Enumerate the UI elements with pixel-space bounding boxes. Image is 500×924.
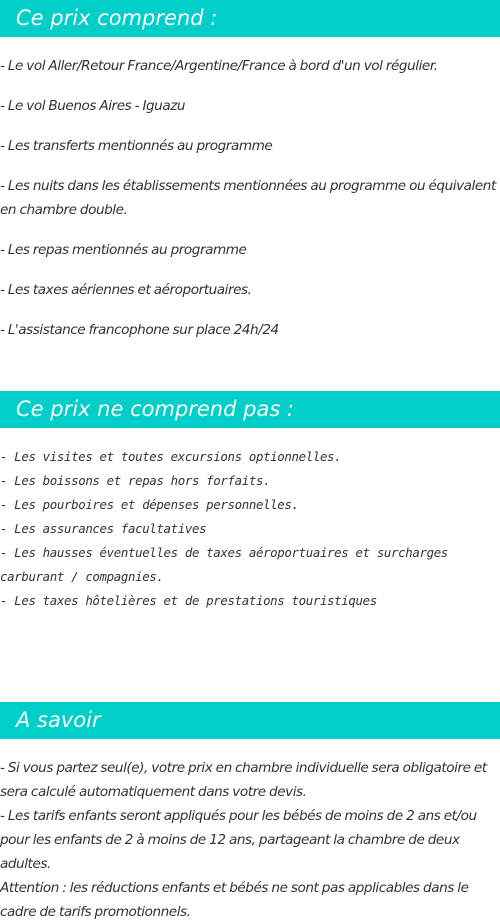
list-item: - Les taxes aériennes et aéroportuaires. bbox=[0, 282, 252, 298]
list-item: - Les visites et toutes excursions optionnelles. bbox=[0, 449, 342, 464]
list-item: - Les nuits dans les établissements mentionnées au programme ou équivalent en chambre double. bbox=[0, 178, 496, 218]
list-item: - Les pourboires et dépenses personnelles. bbox=[0, 497, 299, 512]
list-item: - Les repas mentionnés au programme bbox=[0, 242, 247, 258]
list-item: - Si vous partez seul(e), votre prix en chambre individuelle sera obligatoire et sera calculé automatiquement dans votre devis. bbox=[0, 760, 487, 800]
list-item: - Les taxes hôtelières et de prestations touristiques bbox=[0, 593, 377, 608]
included-list bbox=[0, 54, 500, 358]
list-item: Attention : les réductions enfants et bébés ne sont pas applicables dans le cadre de tarifs promotionnels. bbox=[0, 880, 469, 920]
list-item: - Le vol Aller/Retour France/Argentine/France à bord d'un vol régulier. bbox=[0, 58, 438, 74]
list-item: - L'assistance francophone sur place 24h/24 bbox=[0, 322, 279, 338]
section-header-included: Ce prix comprend : bbox=[0, 0, 500, 37]
list-item: - Les boissons et repas hors forfaits. bbox=[0, 473, 271, 488]
list-item: - Les transferts mentionnés au programme bbox=[0, 138, 273, 154]
good-to-know-text bbox=[0, 756, 500, 924]
section-header-excluded: Ce prix ne comprend pas : bbox=[0, 391, 500, 428]
list-item: - Le vol Buenos Aires - Iguazu bbox=[0, 98, 186, 114]
list-item: - Les hausses éventuelles de taxes aéroportuaires et surcharges carburant / compagnies. bbox=[0, 545, 448, 584]
excluded-list bbox=[0, 445, 500, 613]
list-item: - Les assurances facultatives bbox=[0, 521, 207, 536]
list-item: - Les tarifs enfants seront appliqués pour les bébés de moins de 2 ans et/ou pour les enfants de 2 à moins de 12 ans, partageant la chambre de deux adultes. bbox=[0, 808, 477, 872]
section-header-good-to-know: A savoir bbox=[0, 702, 500, 739]
